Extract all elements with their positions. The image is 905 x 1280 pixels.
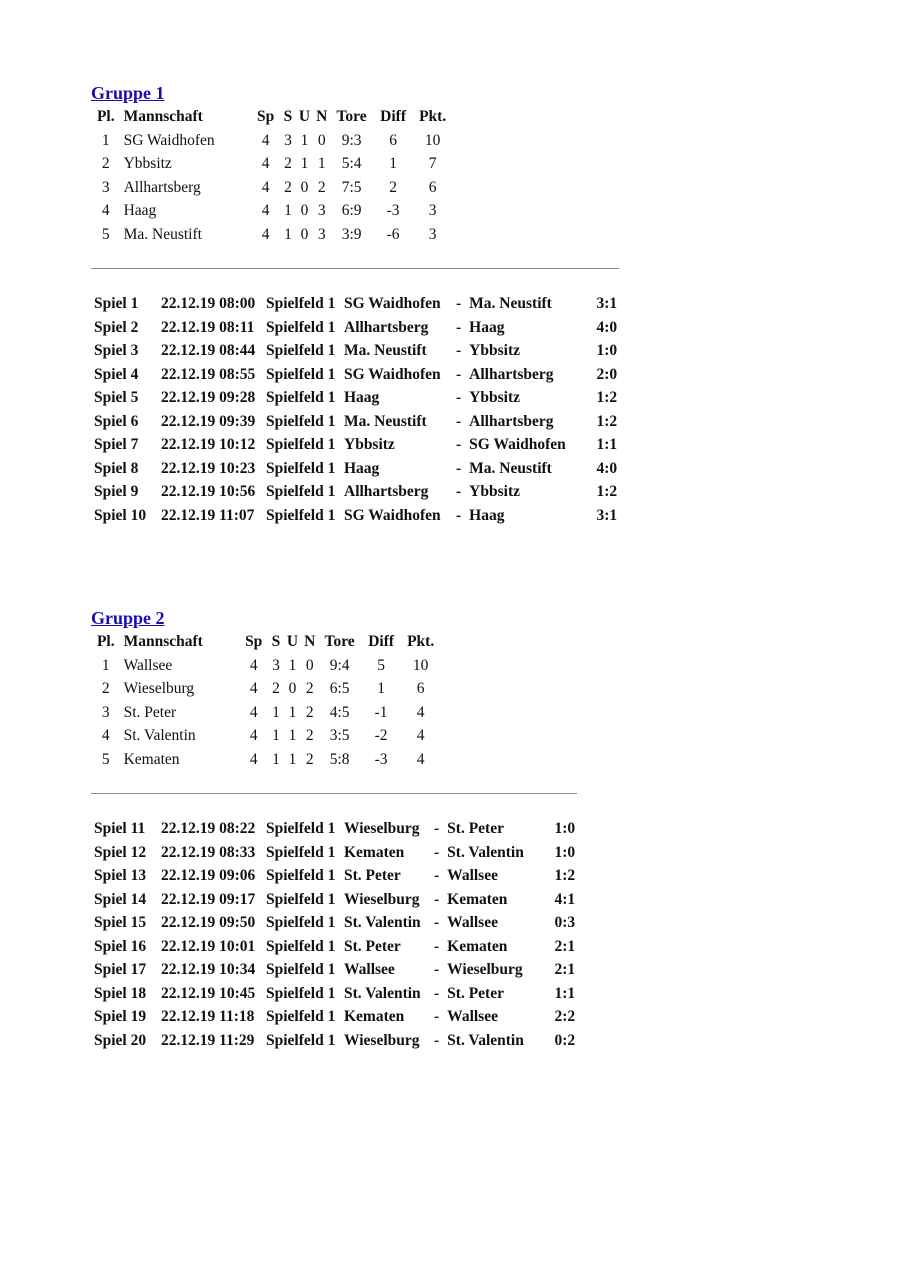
cell-pkt: 10 (424, 131, 441, 149)
cell-dash: - (456, 483, 462, 500)
cell-dash: - (456, 506, 462, 524)
cell-sp: 4 (261, 155, 270, 172)
cell-pkt: 4 (416, 750, 425, 768)
table-row (91, 841, 578, 865)
cell-field: Spielfeld 1 (266, 820, 336, 837)
cell-u: 0 (288, 680, 297, 697)
cell-score: 3:1 (596, 506, 618, 524)
cell-score: 0:2 (554, 1031, 576, 1049)
cell-home-team: St. Peter (344, 867, 401, 884)
table-row (91, 363, 620, 387)
cell-mannschaft: Kematen (123, 750, 180, 768)
cell-pl: 2 (101, 680, 110, 697)
cell-dash: - (456, 342, 462, 359)
matches-body (91, 817, 578, 1052)
cell-diff: 5 (377, 656, 385, 674)
cell-datetime: 22.12.19 09:28 (161, 389, 256, 406)
cell-u: 0 (300, 202, 309, 219)
cell-away-team: St. Valentin (447, 1031, 524, 1049)
standings-table (91, 105, 452, 246)
cell-datetime: 22.12.19 08:00 (161, 295, 256, 312)
col-header-diff: Diff (380, 108, 406, 125)
cell-dash: - (434, 914, 440, 931)
cell-datetime: 22.12.19 08:44 (161, 342, 256, 359)
cell-score: 1:0 (554, 820, 576, 837)
cell-mannschaft: Ybbsitz (123, 155, 172, 172)
cell-away-team: Haag (469, 506, 505, 524)
cell-pkt: 3 (428, 225, 437, 243)
table-row (91, 504, 620, 528)
cell-diff: -2 (374, 727, 388, 744)
col-header-mannschaft: Mannschaft (123, 108, 203, 125)
table-row (91, 129, 452, 153)
cell-field: Spielfeld 1 (266, 937, 336, 955)
cell-datetime: 22.12.19 10:34 (161, 961, 256, 978)
cell-sp: 4 (261, 131, 270, 149)
matches-table (91, 817, 578, 1052)
table-row (91, 864, 578, 888)
cell-pkt: 7 (428, 155, 437, 172)
cell-diff: 2 (389, 178, 397, 196)
cell-spiel: Spiel 15 (94, 914, 147, 931)
cell-mannschaft: SG Waidhofen (123, 131, 215, 149)
cell-u: 1 (300, 131, 309, 149)
col-header-sp: Sp (245, 633, 263, 650)
cell-score: 4:0 (596, 459, 618, 477)
cell-dash: - (456, 365, 462, 383)
cell-sp: 4 (249, 750, 258, 768)
cell-score: 2:0 (596, 365, 618, 383)
table-row (91, 654, 440, 678)
cell-pkt: 10 (412, 656, 429, 674)
table-row (91, 982, 578, 1006)
cell-away-team: St. Peter (447, 820, 504, 837)
cell-away-team: Haag (469, 318, 505, 336)
cell-field: Spielfeld 1 (266, 365, 336, 383)
table-row (91, 339, 620, 363)
cell-score: 4:0 (596, 318, 618, 336)
cell-home-team: SG Waidhofen (344, 506, 441, 524)
cell-pl: 5 (101, 750, 110, 768)
cell-mannschaft: St. Valentin (123, 727, 196, 744)
cell-field: Spielfeld 1 (266, 914, 336, 931)
cell-s: 1 (272, 750, 280, 768)
cell-dash: - (434, 1008, 440, 1025)
cell-tore: 5:4 (341, 155, 362, 172)
cell-tore: 3:9 (341, 225, 362, 243)
cell-dash: - (456, 389, 462, 406)
matches-table (91, 292, 620, 527)
cell-dash: - (456, 295, 462, 312)
cell-spiel: Spiel 18 (94, 984, 147, 1002)
cell-n: 2 (305, 703, 314, 721)
table-row (91, 817, 578, 841)
cell-datetime: 22.12.19 08:11 (161, 318, 255, 336)
cell-away-team: Wieselburg (447, 961, 523, 978)
cell-n: 2 (317, 178, 326, 196)
cell-spiel: Spiel 14 (94, 890, 147, 908)
cell-mannschaft: Ma. Neustift (123, 225, 202, 243)
table-row (91, 701, 440, 725)
cell-home-team: Ybbsitz (344, 436, 395, 453)
group-1-section (91, 82, 620, 527)
cell-diff: -3 (374, 750, 388, 768)
cell-score: 2:2 (554, 1008, 576, 1025)
cell-spiel: Spiel 19 (94, 1008, 147, 1025)
cell-away-team: Allhartsberg (469, 365, 554, 383)
cell-datetime: 22.12.19 08:22 (161, 820, 256, 837)
cell-datetime: 22.12.19 10:56 (161, 483, 256, 500)
cell-tore: 4:5 (329, 703, 350, 721)
cell-field: Spielfeld 1 (266, 436, 336, 453)
cell-field: Spielfeld 1 (266, 389, 336, 406)
cell-away-team: Ybbsitz (469, 342, 520, 359)
cell-n: 0 (317, 131, 326, 149)
cell-score: 1:2 (596, 389, 618, 406)
cell-pl: 1 (101, 131, 110, 149)
cell-score: 1:1 (554, 984, 576, 1002)
cell-n: 2 (305, 680, 314, 697)
cell-field: Spielfeld 1 (266, 843, 336, 861)
cell-dash: - (456, 412, 462, 430)
cell-pl: 2 (101, 155, 110, 172)
cell-sp: 4 (261, 202, 270, 219)
cell-score: 4:1 (554, 890, 576, 908)
cell-sp: 4 (261, 225, 270, 243)
cell-away-team: Wallsee (447, 914, 498, 931)
cell-n: 3 (317, 202, 326, 219)
cell-field: Spielfeld 1 (266, 412, 336, 430)
col-header-pkt: Pkt. (407, 633, 435, 650)
cell-s: 3 (284, 131, 292, 149)
cell-datetime: 22.12.19 08:33 (161, 843, 256, 861)
table-row (91, 1029, 578, 1053)
table-row (91, 199, 452, 223)
cell-diff: -3 (386, 202, 400, 219)
col-header-n: N (316, 108, 328, 125)
cell-n: 2 (305, 727, 314, 744)
cell-field: Spielfeld 1 (266, 1031, 336, 1049)
cell-datetime: 22.12.19 11:29 (161, 1031, 255, 1049)
col-header-u: U (298, 108, 311, 125)
table-row (91, 911, 578, 935)
cell-score: 1:1 (596, 436, 618, 453)
cell-pkt: 6 (428, 178, 437, 196)
cell-away-team: St. Peter (447, 984, 504, 1002)
cell-dash: - (434, 867, 440, 884)
col-header-tore: Tore (324, 633, 355, 650)
cell-spiel: Spiel 7 (94, 436, 139, 453)
cell-field: Spielfeld 1 (266, 961, 336, 978)
col-header-diff: Diff (368, 633, 395, 650)
cell-dash: - (434, 937, 440, 955)
cell-away-team: Wallsee (447, 1008, 498, 1025)
cell-away-team: St. Valentin (447, 843, 524, 861)
cell-field: Spielfeld 1 (266, 1008, 336, 1025)
cell-away-team: SG Waidhofen (469, 436, 566, 453)
standings-table (91, 630, 440, 771)
cell-dash: - (434, 984, 440, 1002)
cell-field: Spielfeld 1 (266, 342, 336, 359)
cell-dash: - (434, 1031, 440, 1049)
cell-datetime: 22.12.19 10:12 (161, 436, 256, 453)
cell-pl: 1 (101, 656, 110, 674)
cell-dash: - (456, 318, 462, 336)
cell-score: 1:2 (554, 867, 576, 884)
cell-score: 1:2 (596, 483, 618, 500)
cell-diff: 6 (389, 131, 397, 149)
cell-pl: 5 (101, 225, 110, 243)
cell-s: 1 (272, 703, 280, 721)
cell-away-team: Kematen (447, 890, 508, 908)
cell-field: Spielfeld 1 (266, 483, 336, 500)
cell-n: 1 (317, 155, 326, 172)
cell-spiel: Spiel 5 (94, 389, 139, 406)
cell-datetime: 22.12.19 10:45 (161, 984, 256, 1002)
cell-away-team: Kematen (447, 937, 508, 955)
cell-home-team: Kematen (344, 1008, 405, 1025)
cell-datetime: 22.12.19 09:06 (161, 867, 256, 884)
cell-score: 3:1 (596, 295, 618, 312)
cell-home-team: Wieselburg (344, 820, 420, 837)
cell-u: 0 (300, 178, 309, 196)
cell-field: Spielfeld 1 (266, 867, 336, 884)
cell-mannschaft: Allhartsberg (123, 178, 201, 196)
matches-body (91, 292, 620, 527)
cell-mannschaft: Haag (123, 202, 157, 219)
cell-diff: 1 (389, 155, 397, 172)
col-header-n: N (304, 633, 316, 650)
col-header-pl: Pl. (96, 633, 115, 650)
cell-sp: 4 (249, 680, 258, 697)
cell-spiel: Spiel 4 (94, 365, 139, 383)
cell-s: 1 (284, 225, 292, 243)
cell-home-team: Wieselburg (344, 890, 420, 908)
cell-spiel: Spiel 3 (94, 342, 139, 359)
cell-home-team: SG Waidhofen (344, 295, 441, 312)
cell-tore: 9:3 (341, 131, 362, 149)
cell-diff: 1 (377, 680, 385, 697)
cell-pkt: 4 (416, 703, 425, 721)
standings-body (91, 654, 440, 772)
table-row (91, 677, 440, 701)
cell-datetime: 22.12.19 08:55 (161, 365, 256, 383)
cell-dash: - (456, 436, 462, 453)
cell-sp: 4 (249, 727, 258, 744)
cell-datetime: 22.12.19 09:17 (161, 890, 256, 908)
cell-field: Spielfeld 1 (266, 506, 336, 524)
cell-pl: 4 (101, 727, 110, 744)
standings-header-row (91, 630, 440, 654)
table-row (91, 176, 452, 200)
cell-pl: 3 (101, 703, 110, 721)
cell-u: 1 (288, 656, 297, 674)
cell-score: 2:1 (554, 937, 576, 955)
table-row (91, 958, 578, 982)
cell-pkt: 4 (416, 727, 425, 744)
cell-dash: - (434, 820, 440, 837)
cell-home-team: St. Valentin (344, 914, 421, 931)
cell-dash: - (434, 890, 440, 908)
table-row (91, 386, 620, 410)
cell-s: 1 (284, 202, 292, 219)
cell-away-team: Ma. Neustift (469, 295, 552, 312)
cell-home-team: Allhartsberg (344, 483, 429, 500)
group-title-link[interactable]: Gruppe 2 (91, 608, 165, 628)
table-row (91, 888, 578, 912)
table-row (91, 433, 620, 457)
table-row (91, 457, 620, 481)
cell-diff: -1 (374, 703, 388, 721)
cell-score: 1:0 (554, 843, 576, 861)
cell-home-team: Wallsee (344, 961, 395, 978)
col-header-sp: Sp (257, 108, 275, 125)
table-row (91, 152, 452, 176)
cell-tore: 5:8 (329, 750, 350, 768)
cell-dash: - (456, 459, 462, 477)
cell-home-team: St. Valentin (344, 984, 421, 1002)
cell-field: Spielfeld 1 (266, 295, 336, 312)
cell-spiel: Spiel 17 (94, 961, 147, 978)
cell-pkt: 3 (428, 202, 437, 219)
cell-n: 3 (317, 225, 326, 243)
cell-sp: 4 (249, 703, 258, 721)
cell-spiel: Spiel 12 (94, 843, 147, 861)
table-row (91, 1005, 578, 1029)
col-header-s: S (283, 108, 293, 125)
cell-away-team: Wallsee (447, 867, 498, 884)
cell-field: Spielfeld 1 (266, 459, 336, 477)
cell-s: 2 (284, 178, 292, 196)
cell-spiel: Spiel 2 (94, 318, 139, 336)
cell-spiel: Spiel 11 (94, 820, 146, 837)
col-header-mannschaft: Mannschaft (123, 633, 203, 650)
cell-datetime: 22.12.19 09:39 (161, 412, 256, 430)
group-2-section (91, 607, 578, 1052)
cell-n: 2 (305, 750, 314, 768)
cell-u: 1 (300, 155, 309, 172)
cell-datetime: 22.12.19 11:18 (161, 1008, 255, 1025)
cell-spiel: Spiel 20 (94, 1031, 147, 1049)
cell-away-team: Ma. Neustift (469, 459, 552, 477)
cell-away-team: Ybbsitz (469, 483, 520, 500)
cell-datetime: 22.12.19 10:01 (161, 937, 256, 955)
cell-u: 1 (288, 727, 297, 744)
cell-away-team: Allhartsberg (469, 412, 554, 430)
cell-dash: - (434, 843, 440, 861)
cell-spiel: Spiel 1 (94, 295, 139, 312)
table-row (91, 935, 578, 959)
cell-mannschaft: Wallsee (123, 656, 173, 674)
cell-tore: 6:5 (329, 680, 350, 697)
cell-home-team: Haag (344, 459, 380, 477)
cell-score: 1:2 (596, 412, 618, 430)
cell-sp: 4 (249, 656, 258, 674)
cell-tore: 3:5 (329, 727, 350, 744)
cell-home-team: SG Waidhofen (344, 365, 441, 383)
cell-field: Spielfeld 1 (266, 984, 336, 1002)
standings-body (91, 129, 452, 247)
cell-spiel: Spiel 16 (94, 937, 147, 955)
cell-home-team: Kematen (344, 843, 405, 861)
cell-pkt: 6 (416, 680, 425, 697)
cell-away-team: Ybbsitz (469, 389, 520, 406)
cell-field: Spielfeld 1 (266, 890, 336, 908)
cell-s: 2 (284, 155, 292, 172)
cell-home-team: Allhartsberg (344, 318, 429, 336)
cell-spiel: Spiel 13 (94, 867, 147, 884)
cell-spiel: Spiel 6 (94, 412, 139, 430)
table-row (91, 223, 452, 247)
cell-u: 1 (288, 750, 297, 768)
table-row (91, 748, 440, 772)
cell-datetime: 22.12.19 10:23 (161, 459, 256, 477)
cell-tore: 6:9 (341, 202, 362, 219)
cell-pl: 4 (101, 202, 110, 219)
cell-sp: 4 (261, 178, 270, 196)
group-title-link[interactable]: Gruppe 1 (91, 83, 165, 103)
cell-n: 0 (305, 656, 314, 674)
cell-spiel: Spiel 8 (94, 459, 139, 477)
standings-header-row (91, 105, 452, 129)
cell-score: 1:0 (596, 342, 618, 359)
cell-u: 1 (288, 703, 297, 721)
table-row (91, 480, 620, 504)
col-header-pl: Pl. (96, 108, 115, 125)
cell-mannschaft: Wieselburg (123, 680, 195, 697)
cell-tore: 7:5 (341, 178, 362, 196)
cell-dash: - (434, 961, 440, 978)
col-header-u: U (286, 633, 299, 650)
cell-home-team: Wieselburg (344, 1031, 420, 1049)
cell-s: 1 (272, 727, 280, 744)
cell-u: 0 (300, 225, 309, 243)
cell-mannschaft: St. Peter (123, 703, 177, 721)
cell-s: 3 (272, 656, 280, 674)
cell-tore: 9:4 (329, 656, 350, 674)
table-row (91, 410, 620, 434)
cell-pl: 3 (101, 178, 110, 196)
table-row (91, 292, 620, 316)
table-row (91, 316, 620, 340)
cell-home-team: St. Peter (344, 937, 401, 955)
col-header-s: S (271, 633, 281, 650)
cell-field: Spielfeld 1 (266, 318, 336, 336)
cell-datetime: 22.12.19 11:07 (161, 506, 255, 524)
cell-home-team: Ma. Neustift (344, 412, 427, 430)
cell-s: 2 (272, 680, 280, 697)
col-header-tore: Tore (336, 108, 367, 125)
cell-score: 0:3 (554, 914, 576, 931)
cell-spiel: Spiel 10 (94, 506, 147, 524)
table-row (91, 724, 440, 748)
cell-spiel: Spiel 9 (94, 483, 139, 500)
cell-home-team: Haag (344, 389, 380, 406)
cell-datetime: 22.12.19 09:50 (161, 914, 256, 931)
cell-home-team: Ma. Neustift (344, 342, 427, 359)
cell-diff: -6 (386, 225, 400, 243)
cell-score: 2:1 (554, 961, 576, 978)
col-header-pkt: Pkt. (419, 108, 447, 125)
